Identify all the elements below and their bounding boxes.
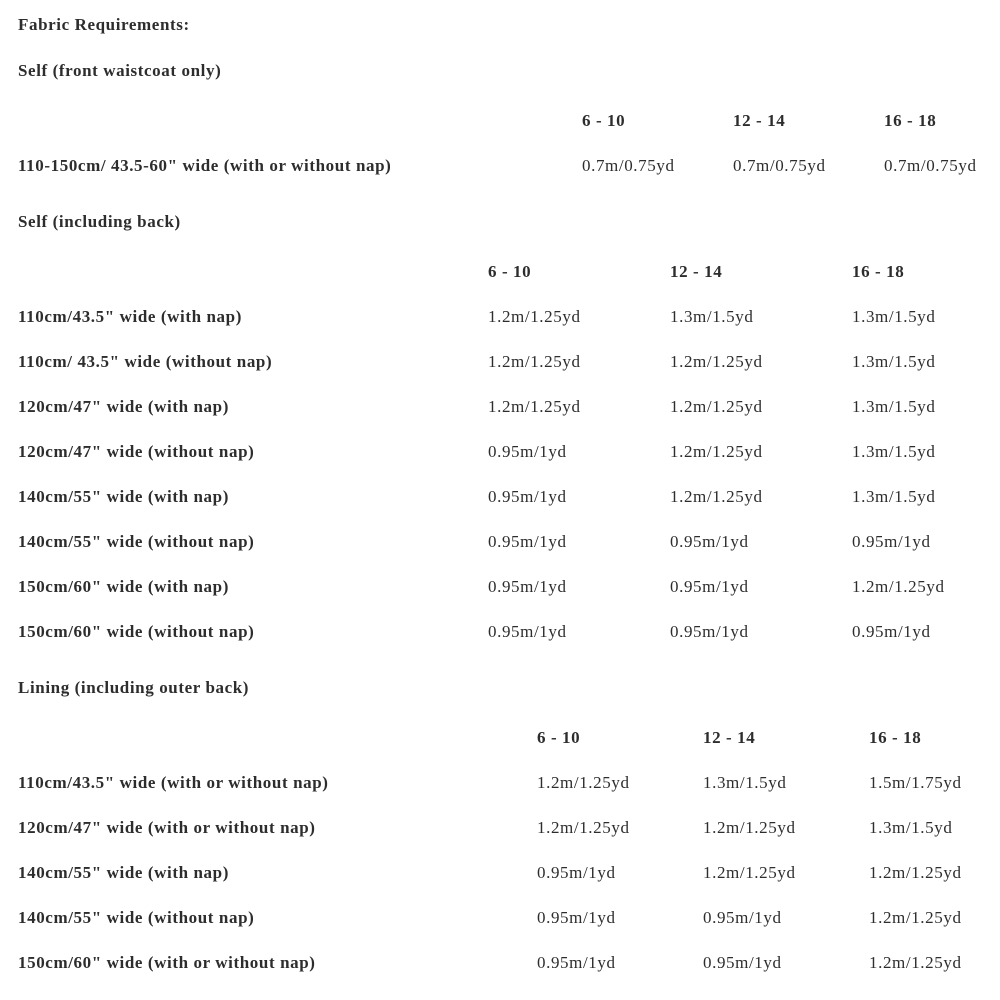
row-label: 110cm/43.5" wide (with nap) (18, 307, 242, 326)
size-header: 6 - 10 (488, 262, 532, 281)
row-value: 1.3m/1.5yd (852, 487, 936, 506)
row-value: 1.3m/1.5yd (852, 307, 936, 326)
row-label: 120cm/47" wide (with or without nap) (18, 818, 316, 837)
row-value: 0.95m/1yd (488, 442, 567, 461)
row-value: 1.2m/1.25yd (852, 577, 945, 596)
row-label: 110cm/43.5" wide (with or without nap) (18, 773, 329, 792)
row-value: 0.95m/1yd (852, 622, 931, 641)
row-value: 1.3m/1.5yd (852, 442, 936, 461)
row-label: 120cm/47" wide (with nap) (18, 397, 229, 416)
row-label: 150cm/60" wide (with or without nap) (18, 953, 316, 972)
row-value: 0.95m/1yd (537, 863, 616, 882)
row-value: 0.95m/1yd (703, 953, 782, 972)
row-value: 1.3m/1.5yd (852, 352, 936, 371)
size-header: 16 - 18 (869, 728, 922, 747)
row-value: 1.2m/1.25yd (488, 307, 581, 326)
page-title: Fabric Requirements: (18, 15, 190, 34)
row-value: 0.7m/0.75yd (733, 156, 826, 175)
row-value: 0.95m/1yd (488, 532, 567, 551)
section-heading: Lining (including outer back) (18, 678, 250, 697)
row-value: 0.7m/0.75yd (884, 156, 977, 175)
row-value: 0.95m/1yd (670, 622, 749, 641)
row-value: 0.95m/1yd (670, 577, 749, 596)
row-value: 1.3m/1.5yd (670, 307, 754, 326)
size-header: 6 - 10 (537, 728, 581, 747)
size-header: 12 - 14 (670, 262, 723, 281)
row-value: 0.7m/0.75yd (582, 156, 675, 175)
row-value: 0.95m/1yd (537, 908, 616, 927)
section-heading: Self (including back) (18, 212, 181, 231)
row-label: 150cm/60" wide (with nap) (18, 577, 229, 596)
row-label: 140cm/55" wide (with nap) (18, 863, 229, 882)
size-header: 12 - 14 (703, 728, 756, 747)
row-value: 1.2m/1.25yd (670, 487, 763, 506)
row-label: 140cm/55" wide (without nap) (18, 532, 255, 551)
row-label: 150cm/60" wide (without nap) (18, 622, 255, 641)
row-value: 1.2m/1.25yd (703, 863, 796, 882)
size-header: 16 - 18 (852, 262, 905, 281)
row-value: 1.3m/1.5yd (869, 818, 953, 837)
row-label: 140cm/55" wide (without nap) (18, 908, 255, 927)
size-header: 16 - 18 (884, 111, 937, 130)
row-value: 1.2m/1.25yd (670, 352, 763, 371)
row-value: 1.2m/1.25yd (488, 352, 581, 371)
row-value: 1.2m/1.25yd (488, 397, 581, 416)
row-value: 0.95m/1yd (488, 622, 567, 641)
section-heading: Self (front waistcoat only) (18, 61, 222, 80)
row-value: 1.2m/1.25yd (670, 442, 763, 461)
row-value: 1.5m/1.75yd (869, 773, 962, 792)
row-value: 1.2m/1.25yd (537, 773, 630, 792)
row-value: 1.2m/1.25yd (670, 397, 763, 416)
row-value: 1.2m/1.25yd (703, 818, 796, 837)
row-value: 0.95m/1yd (488, 577, 567, 596)
row-value: 1.2m/1.25yd (869, 953, 962, 972)
row-label: 140cm/55" wide (with nap) (18, 487, 229, 506)
row-value: 1.2m/1.25yd (537, 818, 630, 837)
row-value: 1.2m/1.25yd (869, 863, 962, 882)
row-value: 1.3m/1.5yd (852, 397, 936, 416)
row-value: 0.95m/1yd (537, 953, 616, 972)
size-header: 12 - 14 (733, 111, 786, 130)
row-label: 120cm/47" wide (without nap) (18, 442, 255, 461)
row-label: 110cm/ 43.5" wide (without nap) (18, 352, 273, 371)
row-label: 110-150cm/ 43.5-60" wide (with or without nap) (18, 156, 392, 175)
row-value: 1.3m/1.5yd (703, 773, 787, 792)
row-value: 0.95m/1yd (852, 532, 931, 551)
row-value: 0.95m/1yd (670, 532, 749, 551)
size-header: 6 - 10 (582, 111, 626, 130)
row-value: 0.95m/1yd (703, 908, 782, 927)
row-value: 0.95m/1yd (488, 487, 567, 506)
row-value: 1.2m/1.25yd (869, 908, 962, 927)
